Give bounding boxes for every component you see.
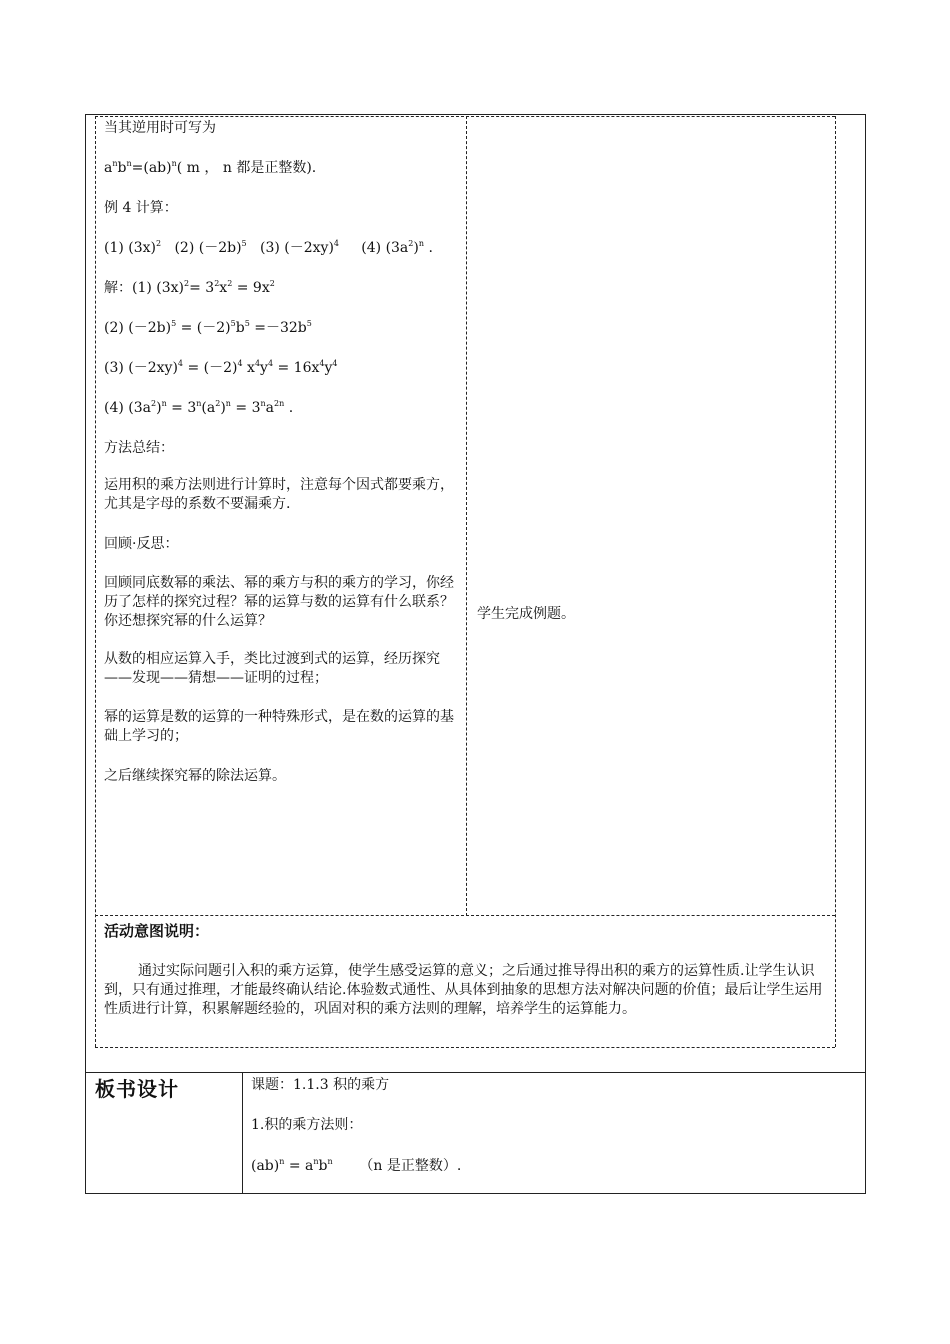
example-problems: (1) $(3x)^2$ (2) $(-2b)^5$ (3) $(-2xy)^4$ (4) $(3a^2)^n$ . [104, 239, 433, 256]
method-title: 方法总结： [104, 440, 174, 456]
board-label: 板书设计 [95, 1077, 179, 1101]
inner-right-dash [835, 116, 836, 1047]
solution-line-2: (2) $(-2b)^5 = (-2)^5b^5 =-32b^5$ [104, 319, 312, 336]
review-paragraph-3: 幂的运算是数的运算的一种特殊形式，是在数的运算的基础上学习的； [104, 709, 454, 744]
board-divider [242, 1072, 243, 1193]
review-title: 回顾·反思： [104, 536, 179, 552]
inner-middle-dash [466, 116, 467, 916]
board-top-border [85, 1072, 865, 1073]
outer-left-border [85, 114, 86, 1194]
student-note: 学生完成例题。 [477, 606, 575, 622]
intent-title: 活动意图说明： [104, 922, 210, 940]
board-rule: $(ab)^n = a^nb^n$ （n 是正整数）. [251, 1157, 462, 1174]
board-rule-title: 1.积的乘方法则： [251, 1117, 363, 1133]
outer-right-border [865, 114, 866, 1194]
inner-bottom-dash [95, 1047, 835, 1048]
inner-section-dash [95, 915, 835, 916]
solution-line-1: 解：(1) $(3x)^2= 3^2x^2 = 9x^2$ [104, 279, 275, 296]
inner-left-dash [95, 116, 96, 1047]
review-paragraph-4: 之后继续探究幂的除法运算。 [104, 768, 286, 784]
review-paragraph-2: 从数的相应运算入手，类比过渡到式的运算，经历探究——发现——猜想——证明的过程； [104, 651, 440, 686]
intent-body: 通过实际问题引入积的乘方运算，使学生感受运算的意义；之后通过推导得出积的乘方的运算性质.让学生认识到，只有通过推理，才能最终确认结论.体验数式通性、从具体到抽象的思想方法对解决问题的价值；最后让学生运用性质进行计算，积累解题经验的，巩固对积的乘方法则的理解，培养学生的运算能力。 [104, 963, 823, 1017]
review-paragraph-1: 回顾同底数幂的乘法、幂的乘方与积的乘方的学习，你经历了怎样的探究过程？幂的运算与数的运算有什么联系？你还想探究幂的什么运算？ [104, 575, 454, 629]
reverse-formula: $a^nb^n=(ab)^n$( m ， n 都是正整数). [104, 159, 317, 176]
example-title: 例 4 计算： [104, 200, 178, 216]
solution-line-4: (4) $(3a^2)^n = 3^n(a^2)^n = 3^na^{2n}$ . [104, 399, 294, 416]
solution-line-3: (3) $(-2xy)^4 = (-2)^4$ $x^4y^4 = 16x^4y^4$ [104, 359, 338, 376]
reverse-intro: 当其逆用时可写为 [104, 120, 216, 136]
inner-top-dash [95, 116, 835, 117]
board-topic: 课题：1.1.3 积的乘方 [251, 1077, 390, 1093]
method-body: 运用积的乘方法则进行计算时，注意每个因式都要乘方，尤其是字母的系数不要漏乘方. [104, 477, 454, 512]
outer-bottom-border [85, 1193, 866, 1194]
outer-top-border [85, 114, 865, 115]
